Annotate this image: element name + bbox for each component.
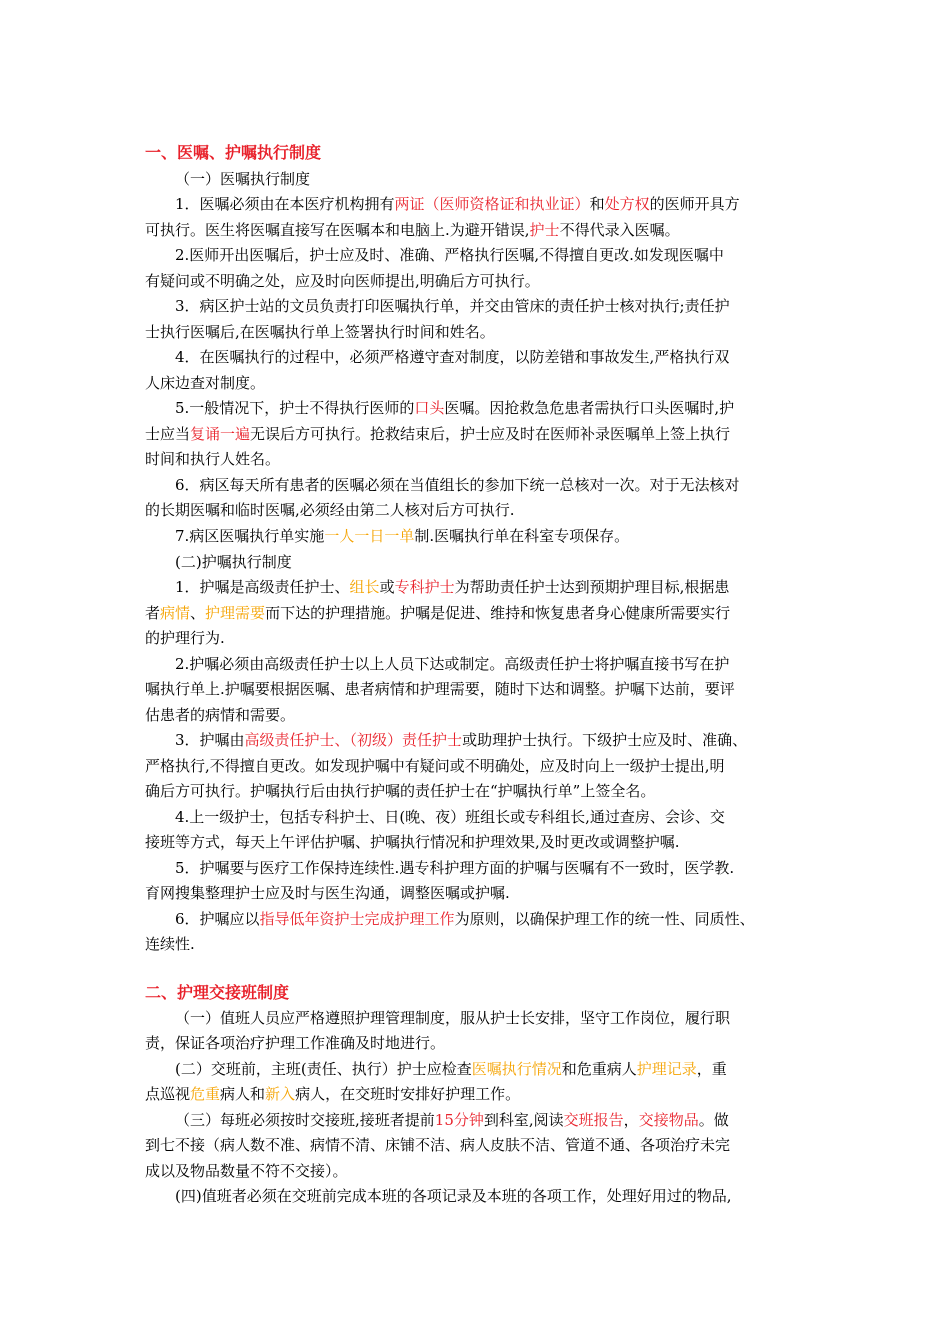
text-segment: 人床边查对制度。 bbox=[145, 373, 266, 392]
paragraph bbox=[145, 1108, 810, 1185]
text-segment: 责，保证各项治疗护理工作准确及时地进行。 bbox=[145, 1034, 446, 1052]
paragraph bbox=[145, 345, 810, 396]
paragraph bbox=[145, 524, 810, 550]
text-segment: 为帮助责任护士达到预期护理目标,根据患 bbox=[454, 578, 730, 596]
document-body bbox=[145, 140, 810, 1210]
text-line bbox=[145, 1057, 810, 1083]
text-line bbox=[145, 371, 810, 397]
text-line bbox=[145, 243, 810, 269]
text-segment: 到七不接（病人数不准、病情不清、床铺不洁、病人皮肤不洁、管道不通、各项治疗未完 bbox=[145, 1136, 731, 1154]
text-line bbox=[145, 830, 810, 856]
text-line bbox=[145, 626, 810, 652]
paragraph bbox=[145, 192, 810, 243]
subsection-heading: (二)护嘱执行制度 bbox=[175, 553, 292, 571]
text-segment: 、 bbox=[190, 603, 206, 622]
text-line bbox=[145, 498, 810, 524]
highlight-red: 处方权 bbox=[604, 195, 650, 213]
text-line bbox=[145, 422, 810, 448]
text-segment: 成以及物品数量不符不交接）。 bbox=[145, 1161, 348, 1180]
text-line bbox=[145, 524, 810, 550]
text-segment: （三）每班必须按时交接班,接班者提前 bbox=[175, 1110, 435, 1129]
text-segment: 2.医师开出医嘱后，护士应及时、准确、严格执行医嘱,不得擅自更改.如发现医嘱中 bbox=[175, 246, 724, 264]
text-segment: 和 bbox=[589, 195, 605, 213]
text-line bbox=[145, 703, 810, 729]
text-line bbox=[145, 754, 810, 780]
text-line bbox=[145, 192, 810, 218]
text-line bbox=[145, 1184, 810, 1210]
text-line bbox=[145, 1133, 810, 1159]
highlight-orange: 新入 bbox=[265, 1085, 296, 1103]
text-segment: 士执行医嘱后,在医嘱执行单上签署执行时间和姓名。 bbox=[145, 322, 495, 341]
text-segment: 病人和 bbox=[220, 1085, 266, 1103]
highlight-red: 交班报告 bbox=[563, 1110, 624, 1129]
highlight-red: 复诵一遍 bbox=[190, 424, 251, 443]
text-segment: 1．医嘱必须由在本医疗机构拥有 bbox=[175, 195, 395, 213]
text-segment: 嘱执行单上.护嘱要根据医嘱、患者病情和护理需要，随时下达和调整。护嘱下达前，要评 bbox=[145, 680, 735, 698]
text-segment: ，重 bbox=[696, 1059, 727, 1078]
text-line bbox=[145, 728, 810, 754]
text-segment: 严格执行,不得擅自更改。如发现护嘱中有疑问或不明确处，应及时向上一级护士提出,明 bbox=[145, 756, 725, 775]
highlight-red: 高级责任护士、（初级）责任护士 bbox=[244, 731, 463, 749]
highlight-orange: 组长 bbox=[349, 578, 380, 596]
text-segment: 的医师开具方 bbox=[649, 195, 740, 213]
paragraph bbox=[145, 243, 810, 294]
highlight-orange: 护理需要 bbox=[205, 603, 266, 622]
text-segment: 2.护嘱必须由高级责任护士以上人员下达或制定。高级责任护士将护嘱直接书写在护 bbox=[175, 654, 730, 673]
text-segment: 确后方可执行。护嘱执行后由执行护嘱的责任护士在“护嘱执行单”上签全名。 bbox=[145, 782, 656, 800]
text-line bbox=[145, 396, 810, 422]
text-line bbox=[145, 218, 810, 244]
text-segment: 到科室,阅读 bbox=[483, 1110, 564, 1129]
paragraph bbox=[145, 473, 810, 524]
text-segment: 有疑问或不明确之处，应及时向医师提出,明确后方可执行。 bbox=[145, 271, 540, 290]
text-line bbox=[145, 575, 810, 601]
text-segment: 接班等方式，每天上午评估护嘱、护嘱执行情况和护理效果,及时更改或调整护嘱. bbox=[145, 833, 680, 851]
highlight-orange: 危重 bbox=[190, 1085, 221, 1103]
text-line bbox=[145, 677, 810, 703]
text-line bbox=[145, 907, 810, 933]
text-line bbox=[145, 269, 810, 295]
text-line bbox=[145, 652, 810, 678]
text-segment: 为原则，以确保护理工作的统一性、同质性、 bbox=[454, 909, 755, 928]
text-segment: 育网搜集整理护士应及时与医生沟通，调整医嘱或护嘱. bbox=[145, 884, 510, 902]
text-segment: 5．护嘱要与医疗工作保持连续性.遇专科护理方面的护嘱与医嘱有不一致时，医学教. bbox=[175, 858, 735, 877]
highlight-orange: 医嘱执行情况 bbox=[471, 1059, 562, 1078]
section-spacer bbox=[145, 958, 810, 980]
text-segment: (二）交班前，主班(责任、执行）护士应检查 bbox=[175, 1059, 472, 1078]
highlight-red: 护士 bbox=[529, 220, 560, 239]
text-line bbox=[145, 805, 810, 831]
text-segment: ， bbox=[623, 1110, 639, 1129]
paragraph bbox=[145, 575, 810, 652]
paragraph bbox=[145, 907, 810, 958]
highlight-red: 专科护士 bbox=[394, 578, 455, 596]
text-segment: 3．病区护士站的文员负责打印医嘱执行单，并交由管床的责任护士核对执行;责任护 bbox=[175, 297, 730, 315]
text-segment: 的护理行为. bbox=[145, 629, 225, 647]
text-line bbox=[145, 1082, 810, 1108]
text-segment: 病人，在交班时安排好护理工作。 bbox=[295, 1085, 521, 1103]
paragraph bbox=[145, 1006, 810, 1057]
text-segment: 。做 bbox=[698, 1110, 729, 1129]
text-segment: 估患者的病情和需要。 bbox=[145, 705, 296, 724]
highlight-red: 口头 bbox=[414, 399, 445, 417]
text-line bbox=[145, 881, 810, 907]
text-segment: （一）值班人员应严格遵照护理管理制度，服从护士长安排，坚守工作岗位，履行职 bbox=[175, 1008, 731, 1027]
highlight-red: 15分钟 bbox=[434, 1110, 484, 1129]
section-heading: 二、护理交接班制度 bbox=[145, 982, 290, 1002]
paragraph bbox=[145, 294, 810, 345]
paragraph bbox=[145, 396, 810, 473]
subsection-heading: （一）医嘱执行制度 bbox=[175, 170, 311, 188]
text-line bbox=[145, 473, 810, 499]
text-segment: 3．护嘱由 bbox=[175, 731, 245, 749]
text-segment: 5.一般情况下，护士不得执行医师的 bbox=[175, 399, 415, 417]
text-segment: 者 bbox=[145, 603, 161, 622]
text-segment: 4．在医嘱执行的过程中，必须严格遵守查对制度，以防差错和事故发生,严格执行双 bbox=[175, 348, 730, 366]
highlight-red: 两证（医师资格证和执业证） bbox=[394, 195, 590, 213]
text-segment: 或 bbox=[379, 578, 395, 596]
text-line bbox=[145, 294, 810, 320]
text-segment: 不得代录入医嘱。 bbox=[559, 220, 680, 239]
highlight-orange: 病情 bbox=[160, 603, 191, 622]
text-line bbox=[145, 601, 810, 627]
highlight-red: 指导低年资护士完成护理工作 bbox=[259, 909, 455, 928]
text-segment: 7.病区医嘱执行单实施 bbox=[175, 526, 325, 545]
text-segment: 4.上一级护士，包括专科护士、日(晚、夜）班组长或专科组长,通过查房、会诊、交 bbox=[175, 807, 725, 826]
text-segment: 制.医嘱执行单在科室专项保存。 bbox=[414, 526, 630, 545]
text-line bbox=[145, 1006, 810, 1032]
highlight-orange: 一人一日一单 bbox=[324, 526, 415, 545]
section-heading: 一、医嘱、护嘱执行制度 bbox=[145, 143, 322, 162]
paragraph bbox=[145, 1057, 810, 1108]
text-line bbox=[145, 1031, 810, 1057]
text-segment: 或助理护士执行。下级护士应及时、准确、 bbox=[462, 731, 748, 749]
text-segment: 医嘱。因抢救急危患者需执行口头医嘱时,护 bbox=[444, 399, 735, 417]
text-line bbox=[145, 779, 810, 805]
text-segment: 而下达的护理措施。护嘱是促进、维持和恢复患者身心健康所需要实行 bbox=[265, 603, 731, 622]
highlight-orange: 护理记录 bbox=[636, 1059, 697, 1078]
paragraph bbox=[145, 652, 810, 729]
text-segment: 连续性. bbox=[145, 935, 195, 953]
text-segment: 点巡视 bbox=[145, 1085, 191, 1103]
highlight-red: 交接物品 bbox=[638, 1110, 699, 1129]
text-segment: 的长期医嘱和临时医嘱,必须经由第二人核对后方可执行. bbox=[145, 501, 515, 519]
text-line bbox=[145, 1159, 810, 1185]
text-line bbox=[145, 320, 810, 346]
text-segment: 6．护嘱应以 bbox=[175, 909, 260, 928]
text-line bbox=[145, 1108, 810, 1134]
paragraph bbox=[145, 856, 810, 907]
paragraph bbox=[145, 728, 810, 805]
text-line bbox=[145, 345, 810, 371]
text-segment: (四)值班者必须在交班前完成本班的各项记录及本班的各项工作，处理好用过的物品, bbox=[175, 1187, 732, 1205]
text-segment: 可执行。医生将医嘱直接写在医嘱本和电脑上.为避开错误, bbox=[145, 220, 530, 239]
text-segment: 1．护嘱是高级责任护士、 bbox=[175, 578, 350, 596]
paragraph bbox=[145, 1184, 810, 1210]
text-segment: 时间和执行人姓名。 bbox=[145, 450, 281, 468]
text-segment: 无误后方可执行。抢救结束后，护士应及时在医师补录医嘱单上签上执行 bbox=[250, 424, 731, 443]
text-segment: 和危重病人 bbox=[561, 1059, 637, 1078]
text-line bbox=[145, 447, 810, 473]
text-segment: 士应当 bbox=[145, 424, 191, 443]
text-line bbox=[145, 932, 810, 958]
text-segment: 6．病区每天所有患者的医嘱必须在当值组长的参加下统一总核对一次。对于无法核对 bbox=[175, 475, 740, 494]
text-line bbox=[145, 856, 810, 882]
paragraph bbox=[145, 805, 810, 856]
